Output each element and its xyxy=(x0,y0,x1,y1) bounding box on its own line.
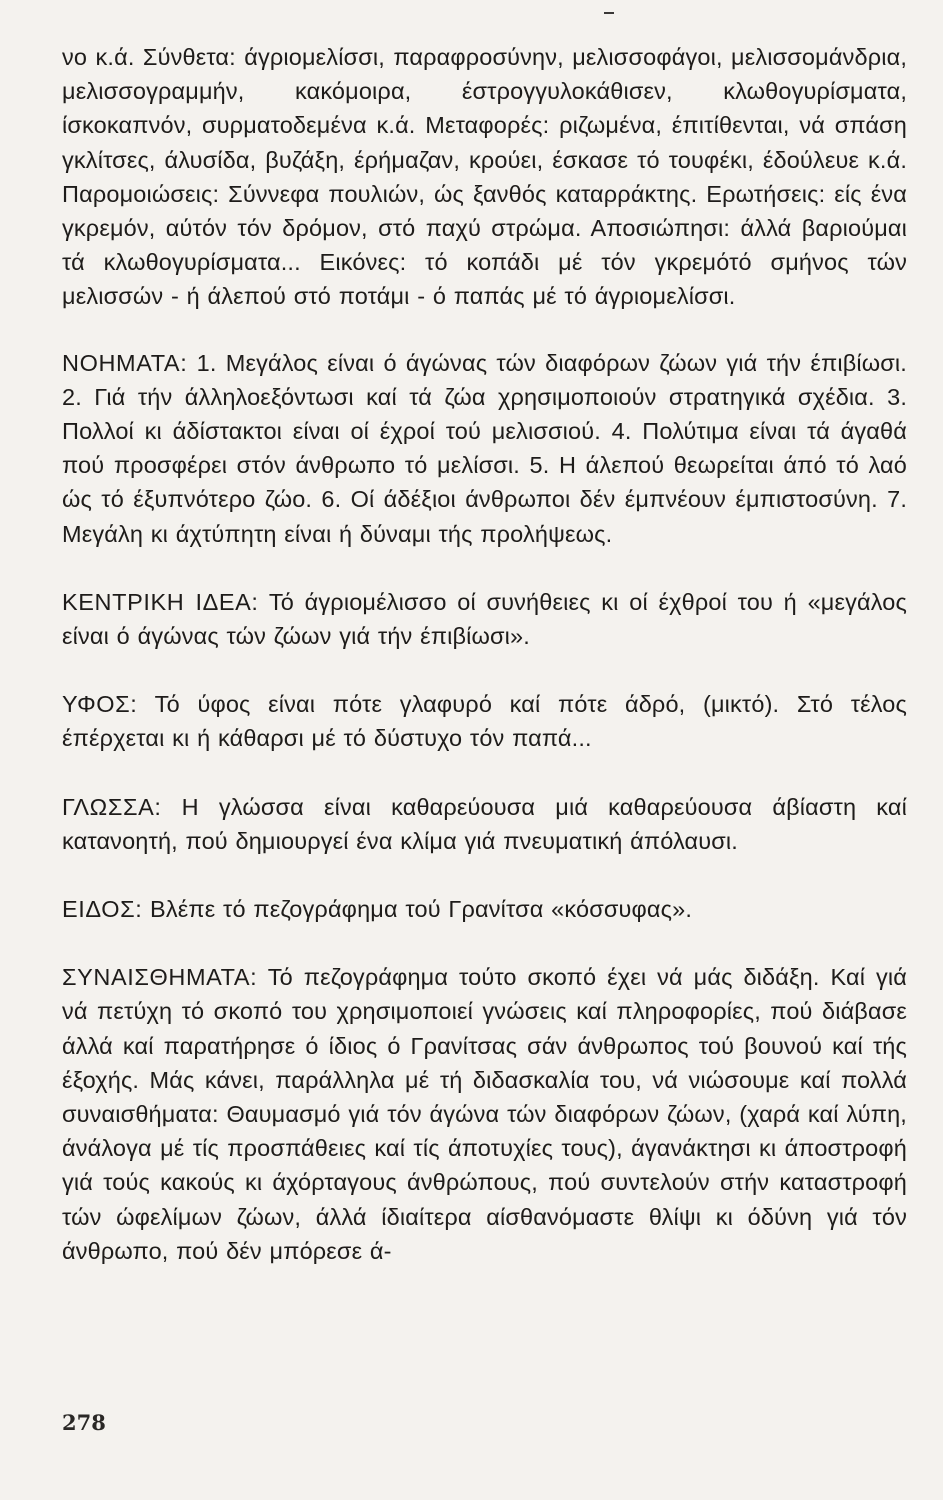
paragraph-text: Βλέπε τό πεζογράφημα τού Γρανίτσα «κόσσυφας». xyxy=(150,896,693,923)
paragraph-text: Τό ύφος είναι πότε γλαφυρό καί πότε άδρό, (μικτό). Στό τέλος έπέρχεται κι ή κάθαρσι μέ τό δύστυχο τόν παπά... xyxy=(62,691,907,752)
paragraph-text: Τό άγριομέλισσο οί συνήθειες κι οί έχθροί του ή «μεγάλος είναι ό άγώνας τών ζώων γιά τήν έπιβίωσι». xyxy=(62,588,907,650)
paragraph-text: Η γλώσσα είναι καθαρεύουσα μιά καθαρεύουσα άβίαστη καί κατανοητή, πού δημιουργεί ένα κλίμα γιά πνευματική άπόλαυσι. xyxy=(62,793,907,854)
section-heading-kentriki-idea: ΚΕΝΤΡΙΚΗ ΙΔΕΑ: xyxy=(62,588,259,615)
print-speck xyxy=(604,12,614,14)
paragraph-kentriki-idea xyxy=(62,585,907,653)
paragraph-synaisthimata xyxy=(62,960,907,1268)
section-heading-yfos: ΥΦΟΣ: xyxy=(62,691,138,718)
page-body xyxy=(62,40,907,1480)
paragraph-figures-of-speech xyxy=(62,40,907,314)
paragraph-text: 1. Μεγάλος είναι ό άγώνας τών διαφόρων ζώων γιά τήν έπιβίωσι. 2. Γιά τήν άλληλοεξόντωσι καί τά ζώα χρησιμοποιούν στρατηγικά σχέδια. 3. Πολλοί κι άδίστακτοι είναι οί έχροί τού μελισσιού. 4. Πολύτιμα είναι τά άγαθά πού προσφέρει στόν άνθρωπο τό μελίσσι. 5. Η άλεπού θεωρείται άπό τό λαό ώς τό έξυπνότερο ζώο. 6. Οί άδέξιοι άνθρωποι δέν έμπνέουν έμπιστοσύνη. 7. Μεγάλη κι άχτύπητη είναι ή δύναμι τής προλήψεως. xyxy=(62,349,907,547)
section-heading-eidos: ΕΙΔΟΣ: xyxy=(62,896,143,923)
paragraph-noimata xyxy=(62,346,907,551)
section-heading-glossa: ΓΛΩΣΣΑ: xyxy=(62,793,162,820)
page-number: 278 xyxy=(62,1410,106,1435)
paragraph-eidos xyxy=(62,892,907,926)
paragraph-text: Τό πεζογράφημα τούτο σκοπό έχει νά μάς διδάξη. Καί γιά νά πετύχη τό σκοπό του χρησιμοποιεί γνώσεις καί πληροφορίες, πού διάβασε άλλά καί παρατήρησε ό ίδιος ό Γρανίτσας σάν άνθρωπος τού βουνού καί τής έξοχής. Μάς κάνει, παράλληλα μέ τή διδασκαλία του, νά νιώσουμε καί πολλά συναισθήματα: Θαυμασμό γιά τόν άγώνα τών διαφόρων ζώων, (χαρά καί λύπη, άνάλογα μέ τίς προσπάθειες καί τίς άποτυχίες τους), άγανάκτησι κι άποστροφή γιά τούς κακούς κι άχόρταγους άνθρώπους, πού συντελούν στήν καταστροφή τών ώφελίμων ζώων, άλλά ίδιαίτερα αίσθανόμαστε θλίψι κι όδύνη γιά τόν άνθρωπο, πού δέν μπόρεσε ά- xyxy=(62,964,907,1264)
paragraph-glossa xyxy=(62,790,907,858)
section-heading-synaisthimata: ΣΥΝΑΙΣΘΗΜΑΤΑ: xyxy=(62,964,258,991)
paragraph-text: νο κ.ά. Σύνθετα: άγριομελίσσι, παραφροσύνην, μελισσοφάγοι, μελισσομάνδρια, μελισσογραμμήν, κακόμοιρα, έστρογγυλοκάθισεν, κλωθογυρίσματα, ίσκοκαπνόν, συρματοδεμένα κ.ά. Μεταφορές: ριζωμένα, έπιτίθενται, νά σπάση γκλίτσες, άλυσίδα, βυζάξη, έρήμαζαν, κρούει, έσκασε τό τουφέκι, έδούλευε κ.ά. Παρομοιώσεις: Σύννεφα πουλιών, ώς ξανθός καταρράκτης. Ερωτήσεις: είς ένα γκρεμόν, αύτόν τόν δρόμον, στό παχύ στρώμα. Αποσιώπησι: άλλά βαριούμαι τά κλωθογυρίσματα... Εικόνες: τό κοπάδι μέ τόν γκρεμότό σμήνος τών μελισσών - ή άλεπού στό ποτάμι - ό παπάς μέ τό άγριομελίσσι. xyxy=(62,44,907,310)
section-heading-noimata: ΝΟΗΜΑΤΑ: xyxy=(62,349,188,376)
paragraph-yfos xyxy=(62,687,907,755)
